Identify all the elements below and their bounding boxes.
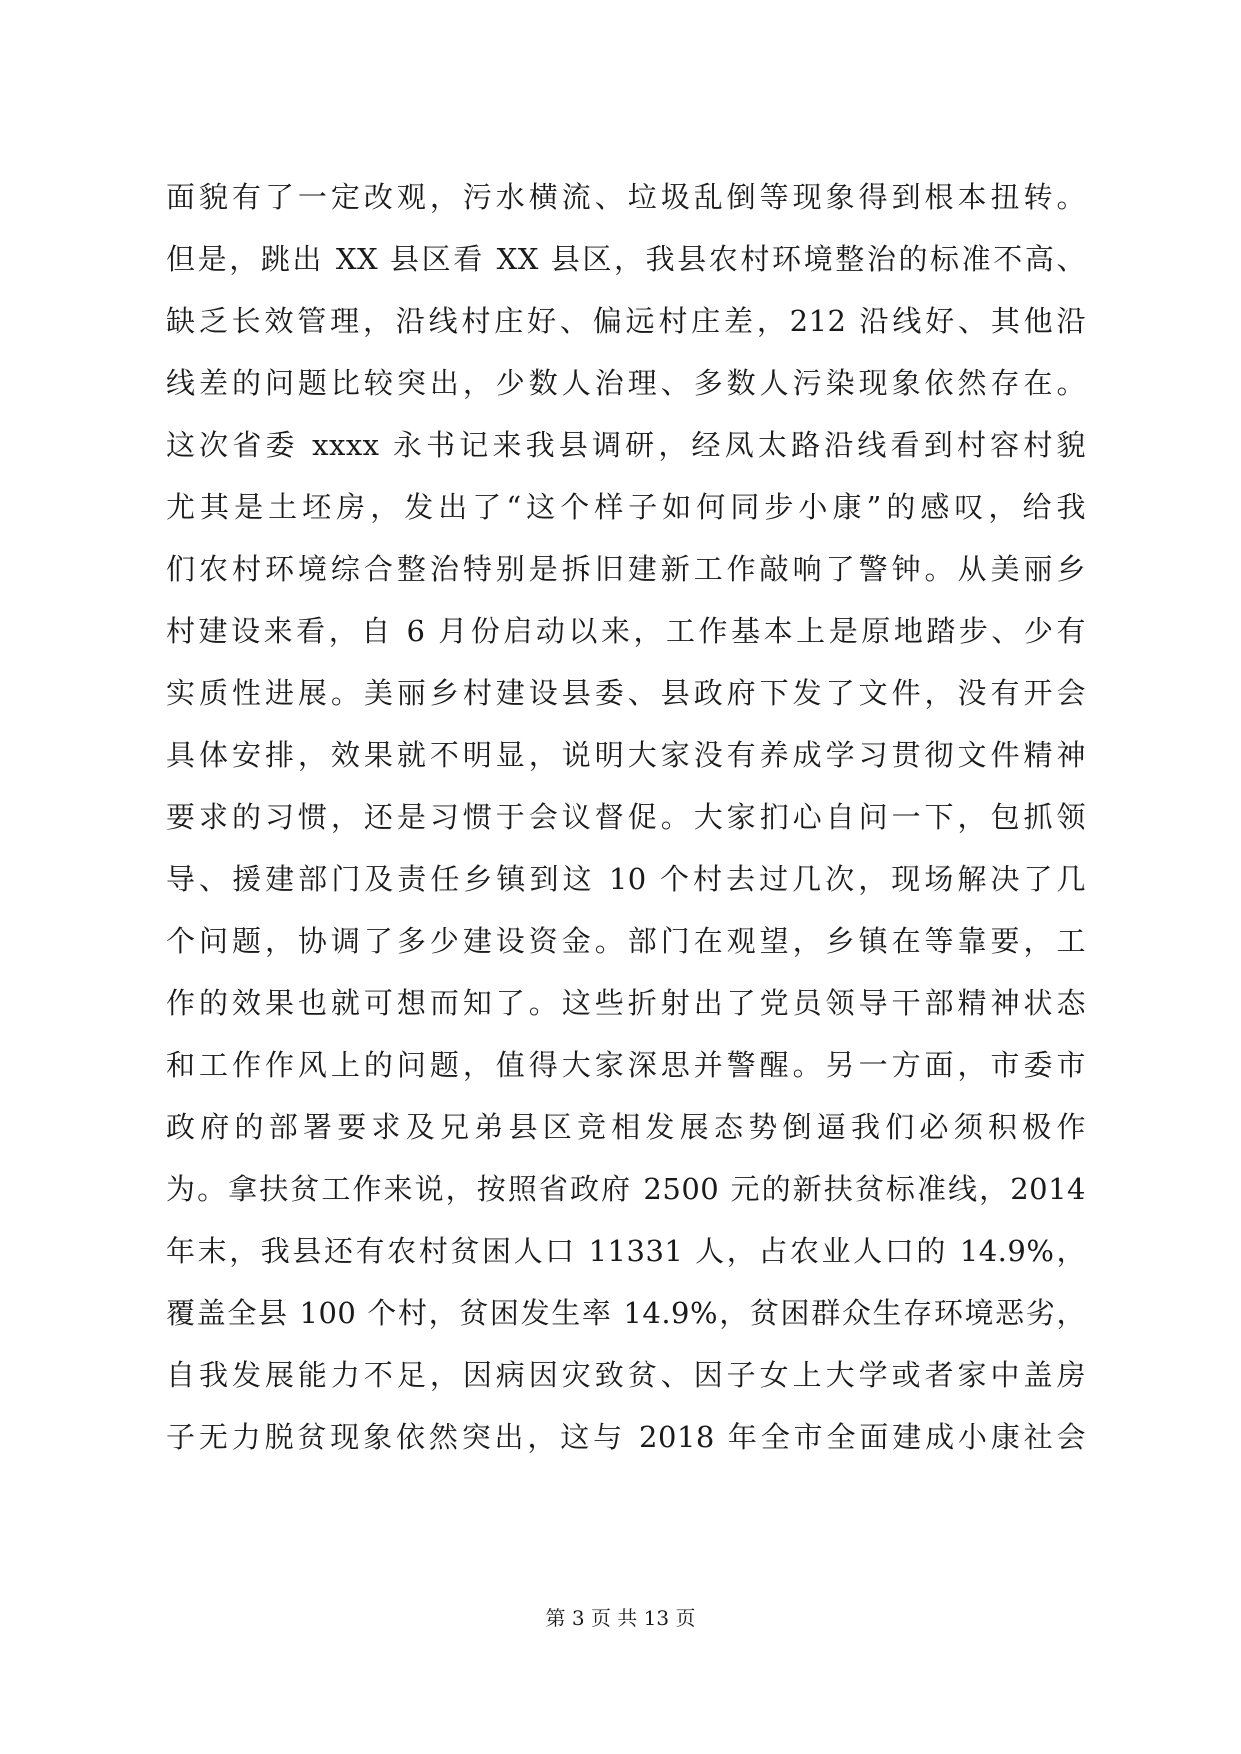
text-line: 村建设来看，自 6 月份启动以来，工作基本上是原地踏步、少有	[166, 614, 1086, 648]
text-line: 和工作作风上的问题，值得大家深思并警醒。另一方面，市委市	[166, 1048, 1086, 1082]
text-line: 面貌有了一定改观，污水横流、垃圾乱倒等现象得到根本扭转。	[166, 180, 1086, 214]
text-line: 尤其是土坯房，发出了“这个样子如何同步小康”的感叹，给我	[166, 490, 1086, 524]
body-text	[166, 166, 1086, 1468]
text-line: 线差的问题比较突出，少数人治理、多数人污染现象依然存在。	[166, 366, 1086, 400]
text-line: 实质性进展。美丽乡村建设县委、县政府下发了文件，没有开会	[166, 676, 1086, 710]
text-line: 子无力脱贫现象依然突出，这与 2018 年全市全面建成小康社会	[166, 1420, 1086, 1454]
text-line: 要求的习惯，还是习惯于会议督促。大家扪心自问一下，包抓领	[166, 800, 1086, 834]
text-line: 政府的部署要求及兄弟县区竞相发展态势倒逼我们必须积极作	[166, 1110, 1086, 1144]
text-line: 作的效果也就可想而知了。这些折射出了党员领导干部精神状态	[166, 986, 1086, 1020]
text-line: 个问题，协调了多少建设资金。部门在观望，乡镇在等靠要，工	[166, 924, 1086, 958]
text-line: 但是，跳出 XX 县区看 XX 县区，我县农村环境整治的标准不高、	[166, 242, 1086, 276]
text-line: 导、援建部门及责任乡镇到这 10 个村去过几次，现场解决了几	[166, 862, 1086, 896]
page-number-footer: 第 3 页 共 13 页	[545, 1606, 696, 1630]
text-line: 缺乏长效管理，沿线村庄好、偏远村庄差，212 沿线好、其他沿	[166, 304, 1086, 338]
text-line: 这次省委 xxxx 永书记来我县调研，经凤太路沿线看到村容村貌	[166, 428, 1086, 462]
text-line: 为。拿扶贫工作来说，按照省政府 2500 元的新扶贫标准线，2014	[166, 1172, 1086, 1206]
text-line: 具体安排，效果就不明显，说明大家没有养成学习贯彻文件精神	[166, 738, 1086, 772]
text-line: 们农村环境综合整治特别是拆旧建新工作敲响了警钟。从美丽乡	[166, 552, 1086, 586]
text-line: 自我发展能力不足，因病因灾致贫、因子女上大学或者家中盖房	[166, 1358, 1086, 1392]
text-line: 年末，我县还有农村贫困人口 11331 人，占农业人口的 14.9%，	[166, 1234, 1086, 1268]
text-line: 覆盖全县 100 个村，贫困发生率 14.9%，贫困群众生存环境恶劣，	[166, 1296, 1086, 1330]
